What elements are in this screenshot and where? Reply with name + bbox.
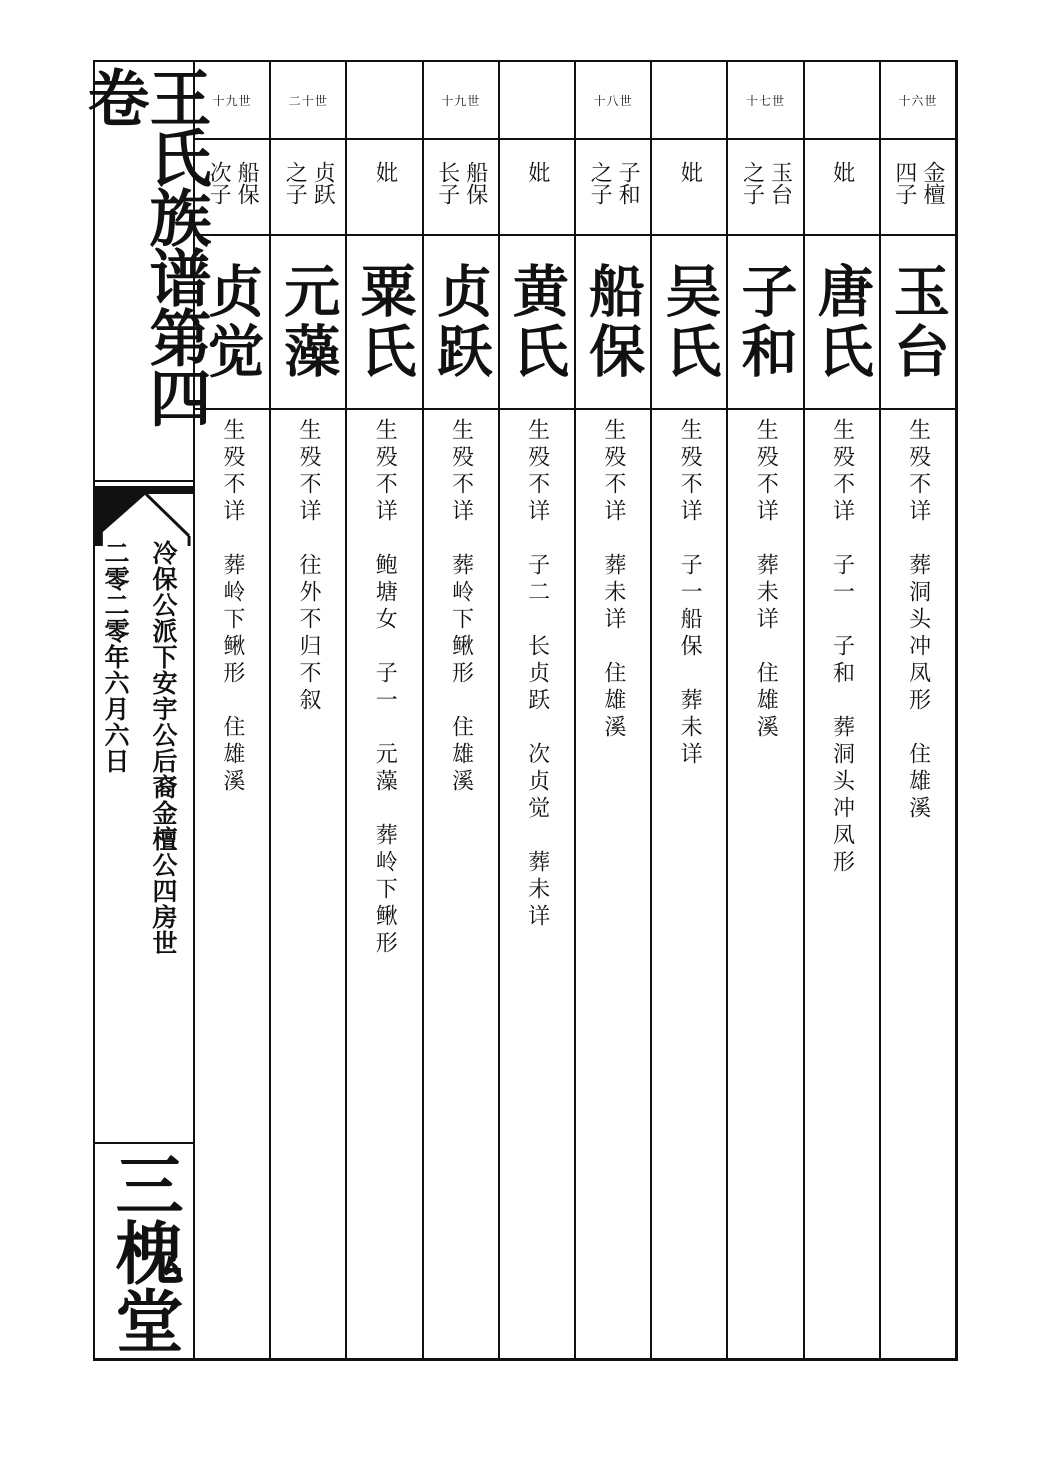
person-details: 生殁不详 子一船保 葬未详 bbox=[677, 418, 703, 769]
person-details: 生殁不详 子二 长贞跃 次贞觉 葬未详 bbox=[524, 418, 550, 931]
hall-name: 三槐堂 bbox=[104, 1150, 184, 1354]
book-title-box bbox=[77, 62, 212, 482]
generation-label: 二十世 bbox=[288, 93, 328, 108]
person-details: 生殁不详 葬岭下鳅形 住雄溪 bbox=[219, 418, 245, 796]
person-details: 生殁不详 鲍塘女 子一 元藻 葬岭下鳅形 bbox=[372, 418, 398, 958]
person-column bbox=[728, 62, 804, 1358]
person-column bbox=[500, 62, 576, 1358]
relation-label: 船保次子 bbox=[206, 161, 260, 205]
relation-label: 玉台之子 bbox=[739, 161, 793, 205]
person-name: 贞跃 bbox=[427, 262, 494, 382]
person-column bbox=[424, 62, 500, 1358]
relation-label: 金檀四子 bbox=[891, 161, 945, 205]
person-name: 玉台 bbox=[884, 262, 951, 382]
relation-label: 妣 bbox=[372, 161, 398, 183]
person-column bbox=[652, 62, 728, 1358]
relation-label: 妣 bbox=[524, 161, 550, 183]
person-name: 子和 bbox=[732, 262, 799, 382]
person-details: 生殁不详 葬岭下鳅形 住雄溪 bbox=[448, 418, 474, 796]
branch-lineage-text: 冷保公派下安宇公后裔金檀公四房世 bbox=[149, 540, 178, 956]
person-column bbox=[881, 62, 955, 1358]
person-name: 船保 bbox=[580, 262, 647, 382]
person-name: 吴氏 bbox=[656, 262, 723, 382]
relation-label: 贞跃之子 bbox=[282, 161, 336, 205]
person-column bbox=[576, 62, 652, 1358]
person-name: 粟氏 bbox=[351, 262, 418, 382]
generation-label: 十九世 bbox=[212, 93, 252, 108]
person-name: 元藻 bbox=[275, 262, 342, 382]
genealogy-page bbox=[77, 60, 958, 1361]
person-column bbox=[195, 62, 271, 1358]
person-details: 生殁不详 葬未详 住雄溪 bbox=[753, 418, 779, 742]
person-details: 生殁不详 葬洞头冲凤形 住雄溪 bbox=[905, 418, 931, 823]
generation-label: 十九世 bbox=[441, 93, 481, 108]
person-details: 生殁不详 子一 子和 葬洞头冲凤形 bbox=[829, 418, 855, 877]
relation-label: 妣 bbox=[829, 161, 855, 183]
person-details: 生殁不详 葬未详 住雄溪 bbox=[600, 418, 626, 742]
compile-date: 二零二零年六月六日 bbox=[101, 540, 130, 774]
person-column bbox=[271, 62, 347, 1358]
person-details: 生殁不详 往外不归不叙 bbox=[296, 418, 322, 715]
title-panel bbox=[77, 62, 212, 1358]
fishtail-ornament bbox=[95, 486, 193, 546]
hall-name-box bbox=[95, 1142, 193, 1361]
person-column bbox=[805, 62, 881, 1358]
person-name: 贞觉 bbox=[199, 262, 266, 382]
book-title: 王氏族谱第四卷 bbox=[77, 66, 212, 426]
person-columns bbox=[195, 62, 955, 1358]
person-name: 黄氏 bbox=[503, 262, 570, 382]
person-name: 唐氏 bbox=[808, 262, 875, 382]
generation-label: 十七世 bbox=[746, 93, 786, 108]
relation-label: 妣 bbox=[677, 161, 703, 183]
relation-label: 船保长子 bbox=[434, 161, 488, 205]
relation-label: 子和之子 bbox=[587, 161, 641, 205]
generation-label: 十六世 bbox=[898, 93, 938, 108]
generation-label: 十八世 bbox=[593, 93, 633, 108]
person-column bbox=[347, 62, 423, 1358]
